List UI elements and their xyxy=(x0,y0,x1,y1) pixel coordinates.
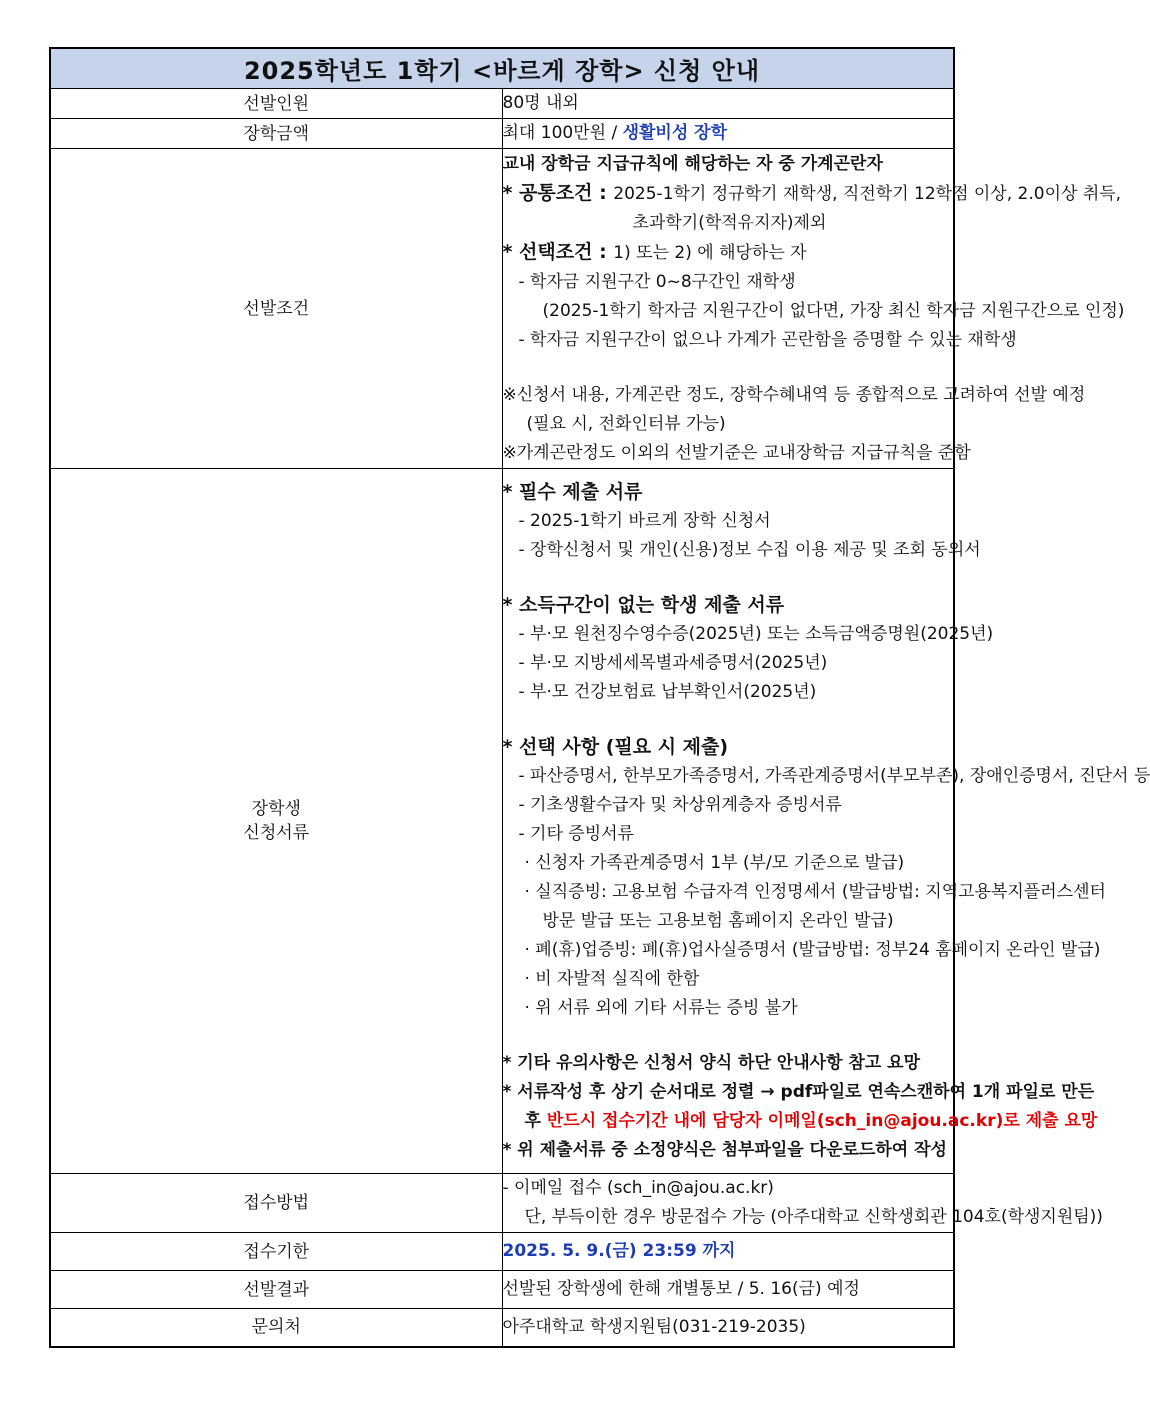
deadline-value: 2025. 5. 9.(금) 23:59 까지 xyxy=(502,1233,954,1271)
required-docs-head: * 필수 제출 서류 xyxy=(502,480,643,503)
result-row xyxy=(50,1271,954,1309)
spacer xyxy=(503,707,954,733)
selection-note-1: ※신청서 내용, 가계곤란 정도, 장학수혜내역 등 종합적으로 고려하여 선발 예정 xyxy=(502,384,1086,405)
method-line-1: - 이메일 접수 (sch_in@ajou.ac.kr) xyxy=(502,1178,774,1198)
noincome-doc-item: - 부·모 지방세세목별과세증명서(2025년) xyxy=(518,652,828,673)
common-condition-head: * 공통조건 : xyxy=(502,181,614,204)
spacer xyxy=(503,1023,954,1049)
optional-sub-item: · 폐(휴)업증빙: 폐(휴)업사실증명서 (발급방법: 정부24 홈페이지 온라인 발급) xyxy=(524,939,1101,960)
result-label: 선발결과 xyxy=(50,1271,502,1309)
required-doc-item: - 장학신청서 및 개인(신용)정보 수집 이용 제공 및 조회 동의서 xyxy=(518,539,981,560)
conditions-intro: 교내 장학금 지급규칙에 해당하는 자 중 가계곤란자 xyxy=(502,153,883,174)
amount-highlight: 생활비성 장학 xyxy=(622,123,728,143)
scholarship-notice-table xyxy=(49,47,1150,1348)
optional-doc-item: - 파산증명서, 한부모가족증명서, 가족관계증명서(부모부존), 장애인증명서, 진단서 등 xyxy=(518,765,1150,786)
method-line-2: 단, 부득이한 경우 방문접수 가능 (아주대학교 신학생회관 104호(학생지원팀)) xyxy=(524,1207,1103,1227)
select-condition-1: - 학자금 지원구간 0~8구간인 재학생 xyxy=(518,271,796,292)
noincome-docs-head: * 소득구간이 없는 학생 제출 서류 xyxy=(502,593,785,616)
optional-docs-head: * 선택 사항 (필요 시 제출) xyxy=(502,735,729,758)
notice-title: 2025학년도 1학기 <바르게 장학> 신청 안내 xyxy=(50,48,954,89)
docs-note-emphasis: 반드시 접수기간 내에 담당자 이메일(sch_in@ajou.ac.kr)로 제출 요망 xyxy=(546,1110,1098,1131)
optional-sub-item: 방문 발급 또는 고용보험 홈페이지 온라인 발급) xyxy=(542,910,894,931)
select-condition-text: 1) 또는 2) 에 해당하는 자 xyxy=(613,242,807,263)
optional-sub-item: · 신청자 가족관계증명서 1부 (부/모 기준으로 발급) xyxy=(524,852,905,873)
documents-label xyxy=(50,469,502,1174)
optional-sub-item: · 실직증빙: 고용보험 수급자격 인정명세서 (발급방법: 지역고용복지플러스센터 xyxy=(524,881,1106,902)
docs-note-prefix: 후 xyxy=(524,1110,547,1131)
required-doc-item: - 2025-1학기 바르게 장학 신청서 xyxy=(518,510,771,531)
deadline-row xyxy=(50,1233,954,1271)
documents-label-line1: 장학생 xyxy=(251,799,301,819)
conditions-cell xyxy=(502,149,1125,469)
selection-note-1b: (필요 시, 전화인터뷰 가능) xyxy=(526,413,726,434)
optional-doc-item: - 기타 증빙서류 xyxy=(518,823,634,844)
result-value: 선발된 장학생에 한해 개별통보 / 5. 16(금) 예정 xyxy=(502,1271,954,1309)
conditions-label: 선발조건 xyxy=(50,149,502,469)
documents-label-line2: 신청서류 xyxy=(243,823,310,843)
method-label: 접수방법 xyxy=(50,1174,502,1233)
select-condition-head: * 선택조건 : xyxy=(502,240,614,263)
select-condition xyxy=(503,238,954,268)
contact-label: 문의처 xyxy=(50,1309,502,1347)
docs-note: * 위 제출서류 중 소정양식은 첨부파일을 다운로드하여 작성 xyxy=(502,1139,947,1160)
amount-value: 최대 100만원 / xyxy=(502,123,623,143)
amount-row xyxy=(50,119,954,149)
amount-cell xyxy=(502,119,954,149)
noincome-doc-item: - 부·모 건강보험료 납부확인서(2025년) xyxy=(518,681,817,702)
optional-sub-item: · 위 서류 외에 기타 서류는 증빙 불가 xyxy=(524,997,798,1018)
method-row xyxy=(50,1174,954,1233)
documents-cell xyxy=(502,469,1150,1174)
deadline-label: 접수기한 xyxy=(50,1233,502,1271)
conditions-row xyxy=(50,149,954,469)
quota-label: 선발인원 xyxy=(50,89,502,119)
selection-note-2: ※가계곤란정도 이외의 선발기준은 교내장학금 지급규칙을 준함 xyxy=(502,442,971,463)
quota-row xyxy=(50,89,954,119)
contact-row xyxy=(50,1309,954,1347)
spacer xyxy=(503,565,954,591)
common-condition-cont: 초과학기(학적유지자)제외 xyxy=(632,212,827,233)
optional-sub-item: · 비 자발적 실직에 한함 xyxy=(524,968,700,989)
common-condition xyxy=(502,179,1122,209)
docs-note: * 서류작성 후 상기 순서대로 정렬 → pdf파일로 연속스캔하여 1개 파일로 만든 xyxy=(502,1081,1095,1102)
documents-row xyxy=(50,469,954,1174)
select-condition-2: - 학자금 지원구간이 없으나 가계가 곤란함을 증명할 수 있는 재학생 xyxy=(518,329,1017,350)
noincome-doc-item: - 부·모 원천징수영수증(2025년) 또는 소득금액증명원(2025년) xyxy=(518,623,994,644)
spacer xyxy=(503,355,954,381)
select-condition-1-note: (2025-1학기 학자금 지원구간이 없다면, 가장 최신 학자금 지원구간으로 인정) xyxy=(542,300,1125,321)
common-condition-text: 2025-1학기 정규학기 재학생, 직전학기 12학점 이상, 2.0이상 취득, xyxy=(613,183,1122,204)
docs-note: * 기타 유의사항은 신청서 양식 하단 안내사항 참고 요망 xyxy=(502,1052,921,1073)
docs-note-cont xyxy=(503,1107,1098,1136)
optional-doc-item: - 기초생활수급자 및 차상위계층자 증빙서류 xyxy=(518,794,842,815)
amount-label: 장학금액 xyxy=(50,119,502,149)
title-row xyxy=(50,48,954,89)
contact-value: 아주대학교 학생지원팀(031-219-2035) xyxy=(502,1309,954,1347)
method-cell xyxy=(502,1174,1103,1233)
quota-value: 80명 내외 xyxy=(502,89,954,119)
